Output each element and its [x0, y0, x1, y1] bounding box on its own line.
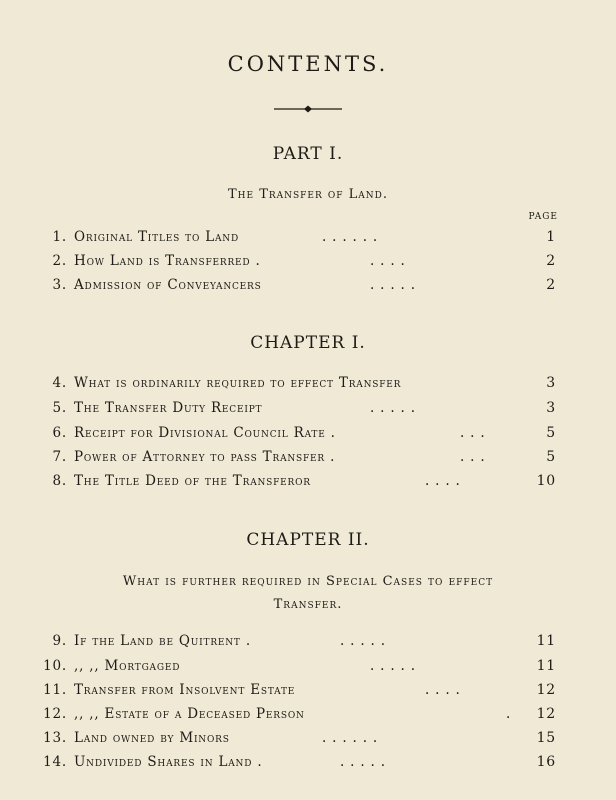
entry-title: Undivided Shares in Land .	[74, 754, 263, 770]
leader-dots: . . . .	[370, 253, 406, 269]
chapter-2-subtitle-line1: What is further required in Special Cases to effect	[122, 574, 494, 589]
entry-page: 11	[536, 658, 556, 674]
leader-dots: . . . . .	[370, 400, 416, 416]
entry-number: 11.	[43, 682, 67, 698]
entry-page: 3	[546, 400, 556, 416]
leader-dots: . . . . .	[370, 277, 416, 293]
page-title: CONTENTS.	[227, 52, 389, 76]
leader-dots: . . .	[460, 425, 486, 441]
toc-entry[interactable]	[40, 226, 560, 248]
entry-title: The Title Deed of the Transferor	[74, 473, 311, 489]
toc-entry[interactable]	[40, 655, 560, 677]
entry-title: Land owned by Minors	[74, 730, 230, 746]
entry-number: 6.	[52, 425, 67, 441]
part-heading: PART I.	[272, 144, 344, 164]
entry-title: ,, ,, Mortgaged	[74, 658, 181, 674]
entry-number: 2.	[52, 253, 67, 269]
entry-page: 1	[546, 229, 556, 245]
toc-entry[interactable]	[40, 274, 560, 296]
entry-page: 5	[546, 449, 556, 465]
toc-entry[interactable]	[40, 470, 560, 492]
entry-title: Original Titles to Land	[74, 229, 239, 245]
entry-number: 9.	[52, 633, 67, 649]
ornament-divider	[268, 104, 348, 114]
toc-entry[interactable]	[40, 679, 560, 701]
chapter-2-heading: CHAPTER II.	[246, 530, 370, 550]
leader-dots: . . . .	[425, 473, 461, 489]
entry-title: If the Land be Quitrent .	[74, 633, 251, 649]
toc-entry[interactable]	[40, 372, 560, 394]
entry-page: 3	[546, 375, 556, 391]
leader-dots: . . . .	[425, 682, 461, 698]
leader-dots: . . .	[460, 449, 486, 465]
page-column-label: PAGE	[528, 212, 558, 222]
toc-entry[interactable]	[40, 422, 560, 444]
entry-title: What is ordinarily required to effect Transfer	[74, 375, 402, 391]
entry-number: 4.	[52, 375, 67, 391]
entry-title: ,, ,, Estate of a Deceased Person	[74, 706, 305, 722]
entry-number: 8.	[52, 473, 67, 489]
entry-number: 3.	[52, 277, 67, 293]
entry-title: Transfer from Insolvent Estate	[74, 682, 296, 698]
part-subtitle: The Transfer of Land.	[227, 187, 389, 202]
entry-page: 12	[536, 706, 556, 722]
toc-entry[interactable]	[40, 751, 560, 773]
entry-page: 2	[546, 277, 556, 293]
leader-dots: . . . . . .	[322, 229, 379, 245]
leader-dots: . . . . .	[340, 633, 386, 649]
entry-page: 15	[536, 730, 556, 746]
leader-dots: . . . . .	[340, 754, 386, 770]
entry-number: 10.	[43, 658, 67, 674]
chapter-2-subtitle-line2: Transfer.	[273, 597, 343, 612]
entry-number: 1.	[52, 229, 67, 245]
leader-dots: . . . . . .	[322, 730, 379, 746]
entry-page: 12	[536, 682, 556, 698]
entry-title: Receipt for Divisional Council Rate .	[74, 425, 336, 441]
toc-entry[interactable]	[40, 727, 560, 749]
entry-title: Admission of Conveyancers	[74, 277, 262, 293]
chapter-1-heading: CHAPTER I.	[250, 333, 366, 353]
toc-entry[interactable]	[40, 446, 560, 468]
entry-number: 7.	[52, 449, 67, 465]
toc-entry[interactable]	[40, 397, 560, 419]
entry-title: The Transfer Duty Receipt	[74, 400, 263, 416]
entry-number: 13.	[43, 730, 67, 746]
entry-page: 5	[546, 425, 556, 441]
entry-page: 11	[536, 633, 556, 649]
entry-page: 2	[546, 253, 556, 269]
entry-number: 5.	[52, 400, 67, 416]
leader-dots: . . . . .	[370, 658, 416, 674]
entry-title: How Land is Transferred .	[74, 253, 261, 269]
toc-entry[interactable]	[40, 703, 560, 725]
entry-number: 14.	[43, 754, 67, 770]
entry-page: 16	[536, 754, 556, 770]
toc-entry[interactable]	[40, 630, 560, 652]
entry-title: Power of Attorney to pass Transfer .	[74, 449, 336, 465]
entry-number: 12.	[43, 706, 67, 722]
leader-dots: .	[506, 706, 512, 722]
entry-page: 10	[536, 473, 556, 489]
toc-entry[interactable]	[40, 250, 560, 272]
